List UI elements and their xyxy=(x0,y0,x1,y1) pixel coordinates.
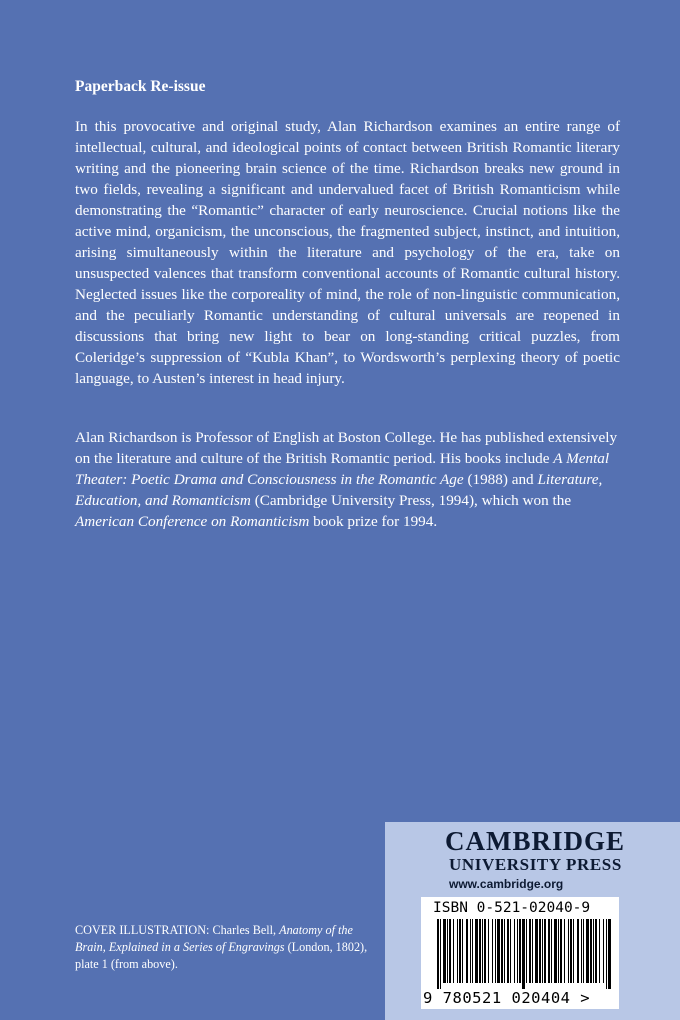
book-title: A Mental Theater: Poetic Drama and Consciousness in the Romantic Age xyxy=(75,450,610,488)
reissue-label: Paperback Re-issue xyxy=(75,78,206,95)
publisher-box xyxy=(385,822,680,1020)
publisher-press: UNIVERSITY PRESS xyxy=(449,855,622,874)
prize-name: American Conference on Romanticism xyxy=(75,513,310,530)
caption-prefix: COVER ILLUSTRATION: Charles Bell, xyxy=(75,923,280,937)
ean-digits: 9 780521 020404 > xyxy=(423,989,591,1007)
cover-illustration-caption xyxy=(75,922,375,973)
publisher-url: www.cambridge.org xyxy=(449,877,564,891)
book-title: Literature, Education, and Romanticism xyxy=(75,471,603,509)
bio-text: (1988) and xyxy=(463,471,538,488)
bio-text: Alan Richardson is Professor of English at Boston College. He has published extensively on the literature and culture of the British Romantic period. His books include xyxy=(75,429,618,467)
book-description: In this provocative and original study, Alan Richardson examines an entire range of intellectual, cultural, and ideological points of contact between British Romantic literary writing and the pioneering brain science of the time. Richardson breaks new ground in two fields, revealing a significant and undervalued facet of British Romanticism while demonstrating the “Romantic” character of early neuroscience. Crucial notions like the active mind, organicism, the unconscious, the fragmented subject, instinct, and intuition, arising simultaneously within the literature and psychology of the era, take on unsuspected valences that transform conventional accounts of Romantic cultural history. Neglected issues like the corporeality of mind, the role of non-linguistic communication, and the peculiarly Romantic understanding of cultural universals are reopened in discussions that bring new light to bear on long-standing critical puzzles, from Coleridge’s suppression of “Kubla Khan”, to Wordsworth’s perplexing theory of poetic language, to Austen’s interest in head injury. xyxy=(75,118,620,387)
barcode xyxy=(421,897,619,1009)
bio-text: book prize for 1994. xyxy=(309,513,438,530)
publisher-name: CAMBRIDGE xyxy=(445,826,626,856)
caption-work-title: Anatomy of the Brain, Explained in a Series of Engravings xyxy=(75,923,353,954)
author-bio xyxy=(75,427,620,532)
isbn-number: ISBN 0-521-02040-9 xyxy=(433,900,591,916)
bio-text: (Cambridge University Press, 1994), which won the xyxy=(250,492,572,509)
caption-suffix: (London, 1802), plate 1 (from above). xyxy=(75,940,368,971)
